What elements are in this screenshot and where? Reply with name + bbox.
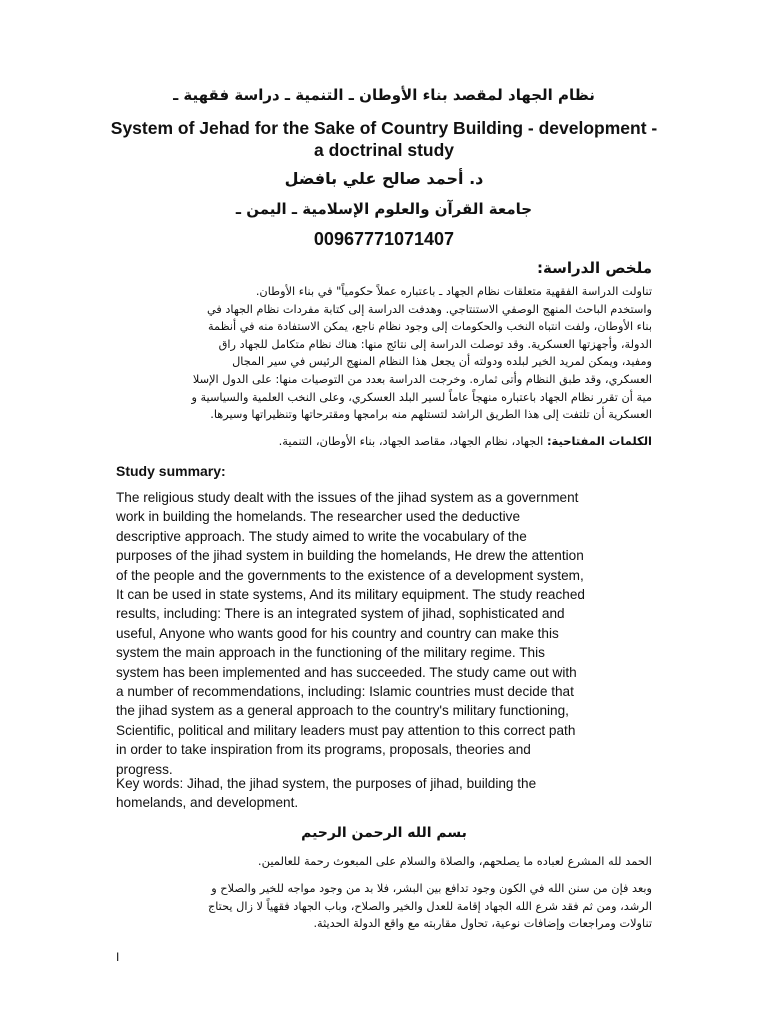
arabic-abstract-line: تناولت الدراسة الفقهية متعلقات نظام الجهاد ـ باعتباره عملاً حكومياً" في بناء الأوطان. [255,285,652,298]
english-summary-line: descriptive approach. The study aimed to write the vocabulary of the [116,528,527,544]
english-summary [116,488,652,779]
english-summary-line: system the main approach in the functioning of the military regime. This [116,645,545,661]
english-title [100,117,668,161]
english-summary-line: system has been implemented and has succeeded. The study came out with [116,664,577,680]
arabic-abstract-line: العسكرية أن تلتفت إلى هذا الطريق الراشد لتستلهم منه برامجها ومقترحاتها وتنظيراتها وسيرها. [210,408,652,422]
english-summary-line: It can be used in state systems, And its military equipment. The study reached [116,587,585,603]
english-keywords [116,774,652,813]
arabic-abstract-line: مية أن تقرر نظام الجهاد باعتباره منهجاً عاماً لسير البلد العسكري، وعلى النخب العلمية والسياسية و [191,390,652,404]
english-summary-line: the jihad system as a general approach to the country's military functioning, [116,703,569,719]
english-summary-line: a number of recommendations, including: Islamic countries must decide that [116,684,574,700]
introduction-line: وبعد فإن من سنن الله في الكون وجود تدافع بين البشر، فلا بد من وجود مواجه للخير والصلاح و [211,882,652,895]
arabic-abstract-line: العسكري، وقد طبق النظام وأتى ثماره. وخرجت الدراسة بعدد من التوصيات منها: على الدول الإسلا [192,372,652,386]
arabic-abstract-heading: ملخص الدراسة: [537,259,652,277]
english-summary-line: in order to take inspiration from its programs, proposals, theories and [116,742,531,758]
english-summary-line: Scientific, political and military leaders must pay attention to this correct path [116,722,576,738]
arabic-abstract [116,283,652,424]
english-summary-line: useful, Anyone who wants good for his country and country can make this [116,625,559,641]
arabic-abstract-line: واستخدم الباحث المنهج الوصفي الاستنتاجي. وهدفت الدراسة إلى كتابة مفردات نظام الجهاد في [206,302,652,316]
english-summary-line: progress. [116,761,173,777]
arabic-abstract-line: الدولة، وأجهزتها العسكرية. وقد توصلت الدراسة إلى نتائج منها: هناك نظام متكامل للجهاد راق [218,337,652,351]
university-affiliation: جامعة القرآن والعلوم الإسلامية ـ اليمن ـ [235,200,533,218]
basmala: بسم الله الرحمن الرحيم [301,825,467,841]
page-number: I [116,950,120,964]
arabic-abstract-line: بناء الأوطان، ولفت انتباه النخب والحكومات إلى وجود نظام ناجع، يمكن الاستفادة منه في أنظمة [208,320,652,334]
english-keywords-text-1: Jihad, the jihad system, the purposes of jihad, building the [183,776,537,791]
english-title-line-2: a doctrinal study [313,140,455,160]
phone-number: 00967771071407 [313,229,455,249]
english-summary-line: purposes of the jihad system in building the homelands, He drew the attention [116,548,584,564]
arabic-abstract-line: ومفيد، ويمكن لمريد الخير لبلده ودولته أن يجعل هذا النظام المنهج الرئيس في سير المجال [232,355,652,369]
arabic-keywords-text: الجهاد، نظام الجهاد، مقاصد الجهاد، بناء الأوطان، التنمية. [278,434,544,448]
introduction-paragraph [116,880,652,933]
arabic-title: نظام الجهاد لمقصد بناء الأوطان ـ التنمية ـ دراسة فقهية ـ [173,86,595,104]
english-title-line-1: System of Jehad for the Sake of Country Building - development - [110,118,658,138]
introduction-line: تناولات ومراجعات وإضافات نوعية، تحاول مقاربته مع واقع الدولة الحديثة. [313,917,652,931]
english-summary-line: results, including: There is an integrated system of jihad, sophisticated and [116,606,565,622]
english-summary-line: of the people and the governments to the existence of a development system, [116,567,584,583]
english-summary-line: The religious study dealt with the issues of the jihad system as a government [116,490,579,505]
opening-praise: الحمد لله المشرع لعباده ما يصلحهم، والصلاة والسلام على المبعوث رحمة للعالمين. [257,854,652,868]
author-name: د. أحمد صالح علي بافضل [284,169,484,188]
introduction-line: الرشد، ومن ثم فقد شرع الله الجهاد إقامة للعدل والخير والصلاح، وباب الجهاد فقهياً لا زال يحتاج [207,899,652,913]
arabic-keywords-label: الكلمات المفتاحية: [546,434,652,448]
english-summary-heading: Study summary: [116,463,226,479]
english-summary-line: work in building the homelands. The researcher used the deductive [116,509,521,525]
english-keywords-label: Key words: [116,776,184,791]
arabic-keywords [116,432,652,450]
english-keywords-text-2: homelands, and development. [116,795,299,811]
